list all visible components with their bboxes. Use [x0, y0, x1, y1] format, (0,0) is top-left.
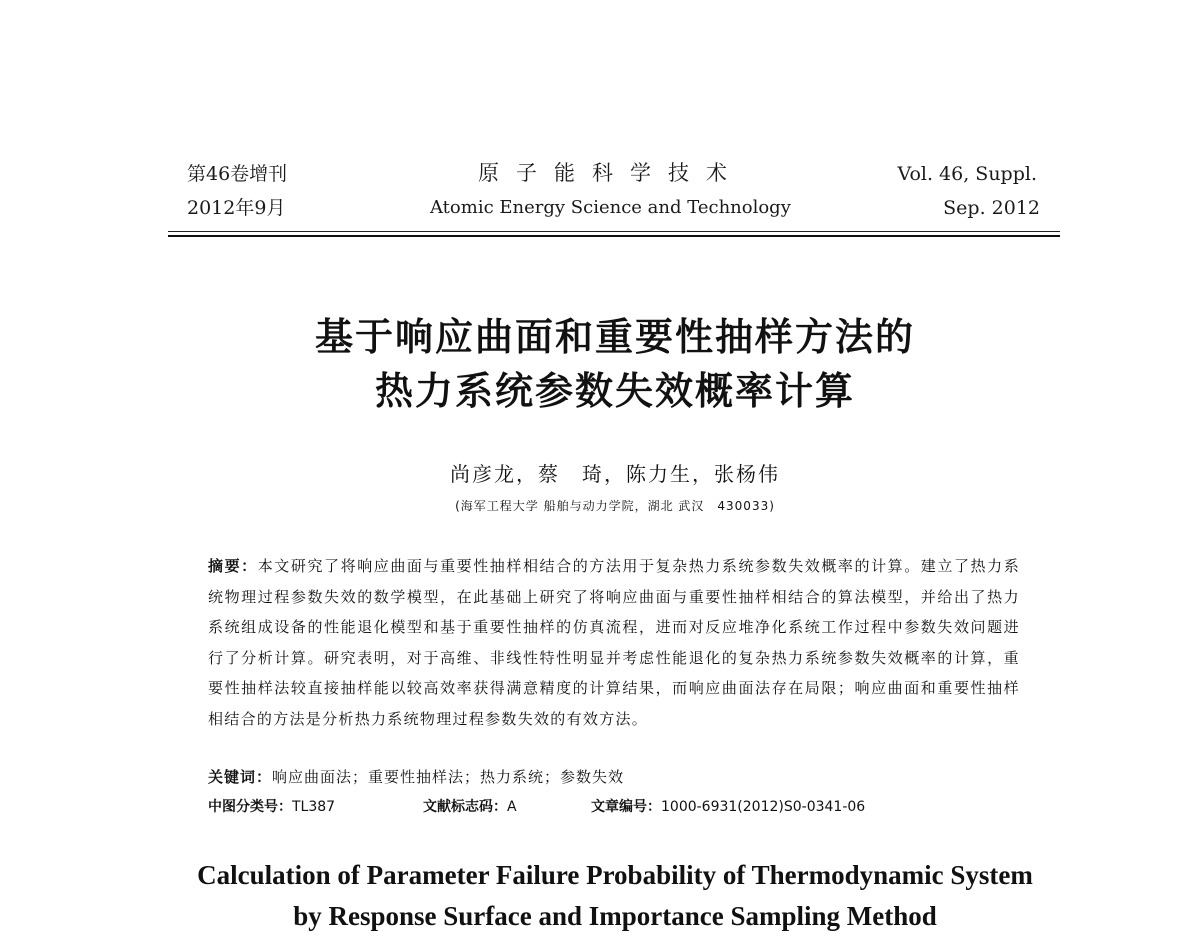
article-no-label: 文章编号：	[591, 799, 661, 815]
header-volume-en: Vol. 46, Suppl.	[897, 163, 1037, 185]
title-en-line1: Calculation of Parameter Failure Probability of Thermodynamic System	[197, 860, 1033, 890]
abstract	[208, 551, 1020, 734]
header-rule-thin	[168, 231, 1060, 232]
doc-code-label: 文献标志码：	[423, 799, 507, 815]
header-date-en: Sep. 2012	[943, 197, 1040, 219]
header-date-cn: 2012年9月	[187, 197, 286, 219]
article-no-value: 1000-6931(2012)S0-0341-06	[661, 799, 866, 815]
header-rule-thick	[168, 235, 1060, 237]
affiliation: (海军工程大学 船舶与动力学院，湖北 武汉 430033)	[455, 499, 775, 513]
classification-row	[208, 796, 865, 816]
header-journal-cn: 原子能科学技术	[478, 161, 744, 185]
title-cn-line2: 热力系统参数失效概率计算	[374, 369, 855, 413]
keywords	[208, 766, 624, 787]
abstract-label: 摘要：	[208, 557, 258, 575]
title-en-line2: by Response Surface and Importance Sampling Method	[293, 901, 937, 931]
keywords-text: 响应曲面法；重要性抽样法；热力系统；参数失效	[272, 768, 625, 786]
authors: 尚彦龙，蔡 琦，陈力生，张杨伟	[450, 462, 780, 486]
header-journal-en: Atomic Energy Science and Technology	[430, 197, 791, 218]
clc-value: TL387	[292, 799, 336, 815]
keywords-label: 关键词：	[208, 768, 273, 786]
header-volume-cn: 第46卷增刊	[187, 163, 288, 185]
doc-code-value: A	[507, 799, 517, 815]
abstract-text: 本文研究了将响应曲面与重要性抽样相结合的方法用于复杂热力系统参数失效概率的计算。建立了热力系统物理过程参数失效的数学模型，在此基础上研究了将响应曲面与重要性抽样相结合的算法模型，并给出了热力系统组成设备的性能退化模型和基于重要性抽样的仿真流程，进而对反应堆净化系统工作过程中参数失效问题进行了分析计算。研究表明，对于高维、非线性特性明显并考虑性能退化的复杂热力系统参数失效概率的计算，重要性抽样法较直接抽样能以较高效率获得满意精度的计算结果，而响应曲面法存在局限；响应曲面和重要性抽样相结合的方法是分析热力系统物理过程参数失效的有效方法。	[208, 557, 1020, 728]
title-cn-line1: 基于响应曲面和重要性抽样方法的	[314, 315, 915, 359]
clc-label: 中图分类号：	[208, 799, 292, 815]
